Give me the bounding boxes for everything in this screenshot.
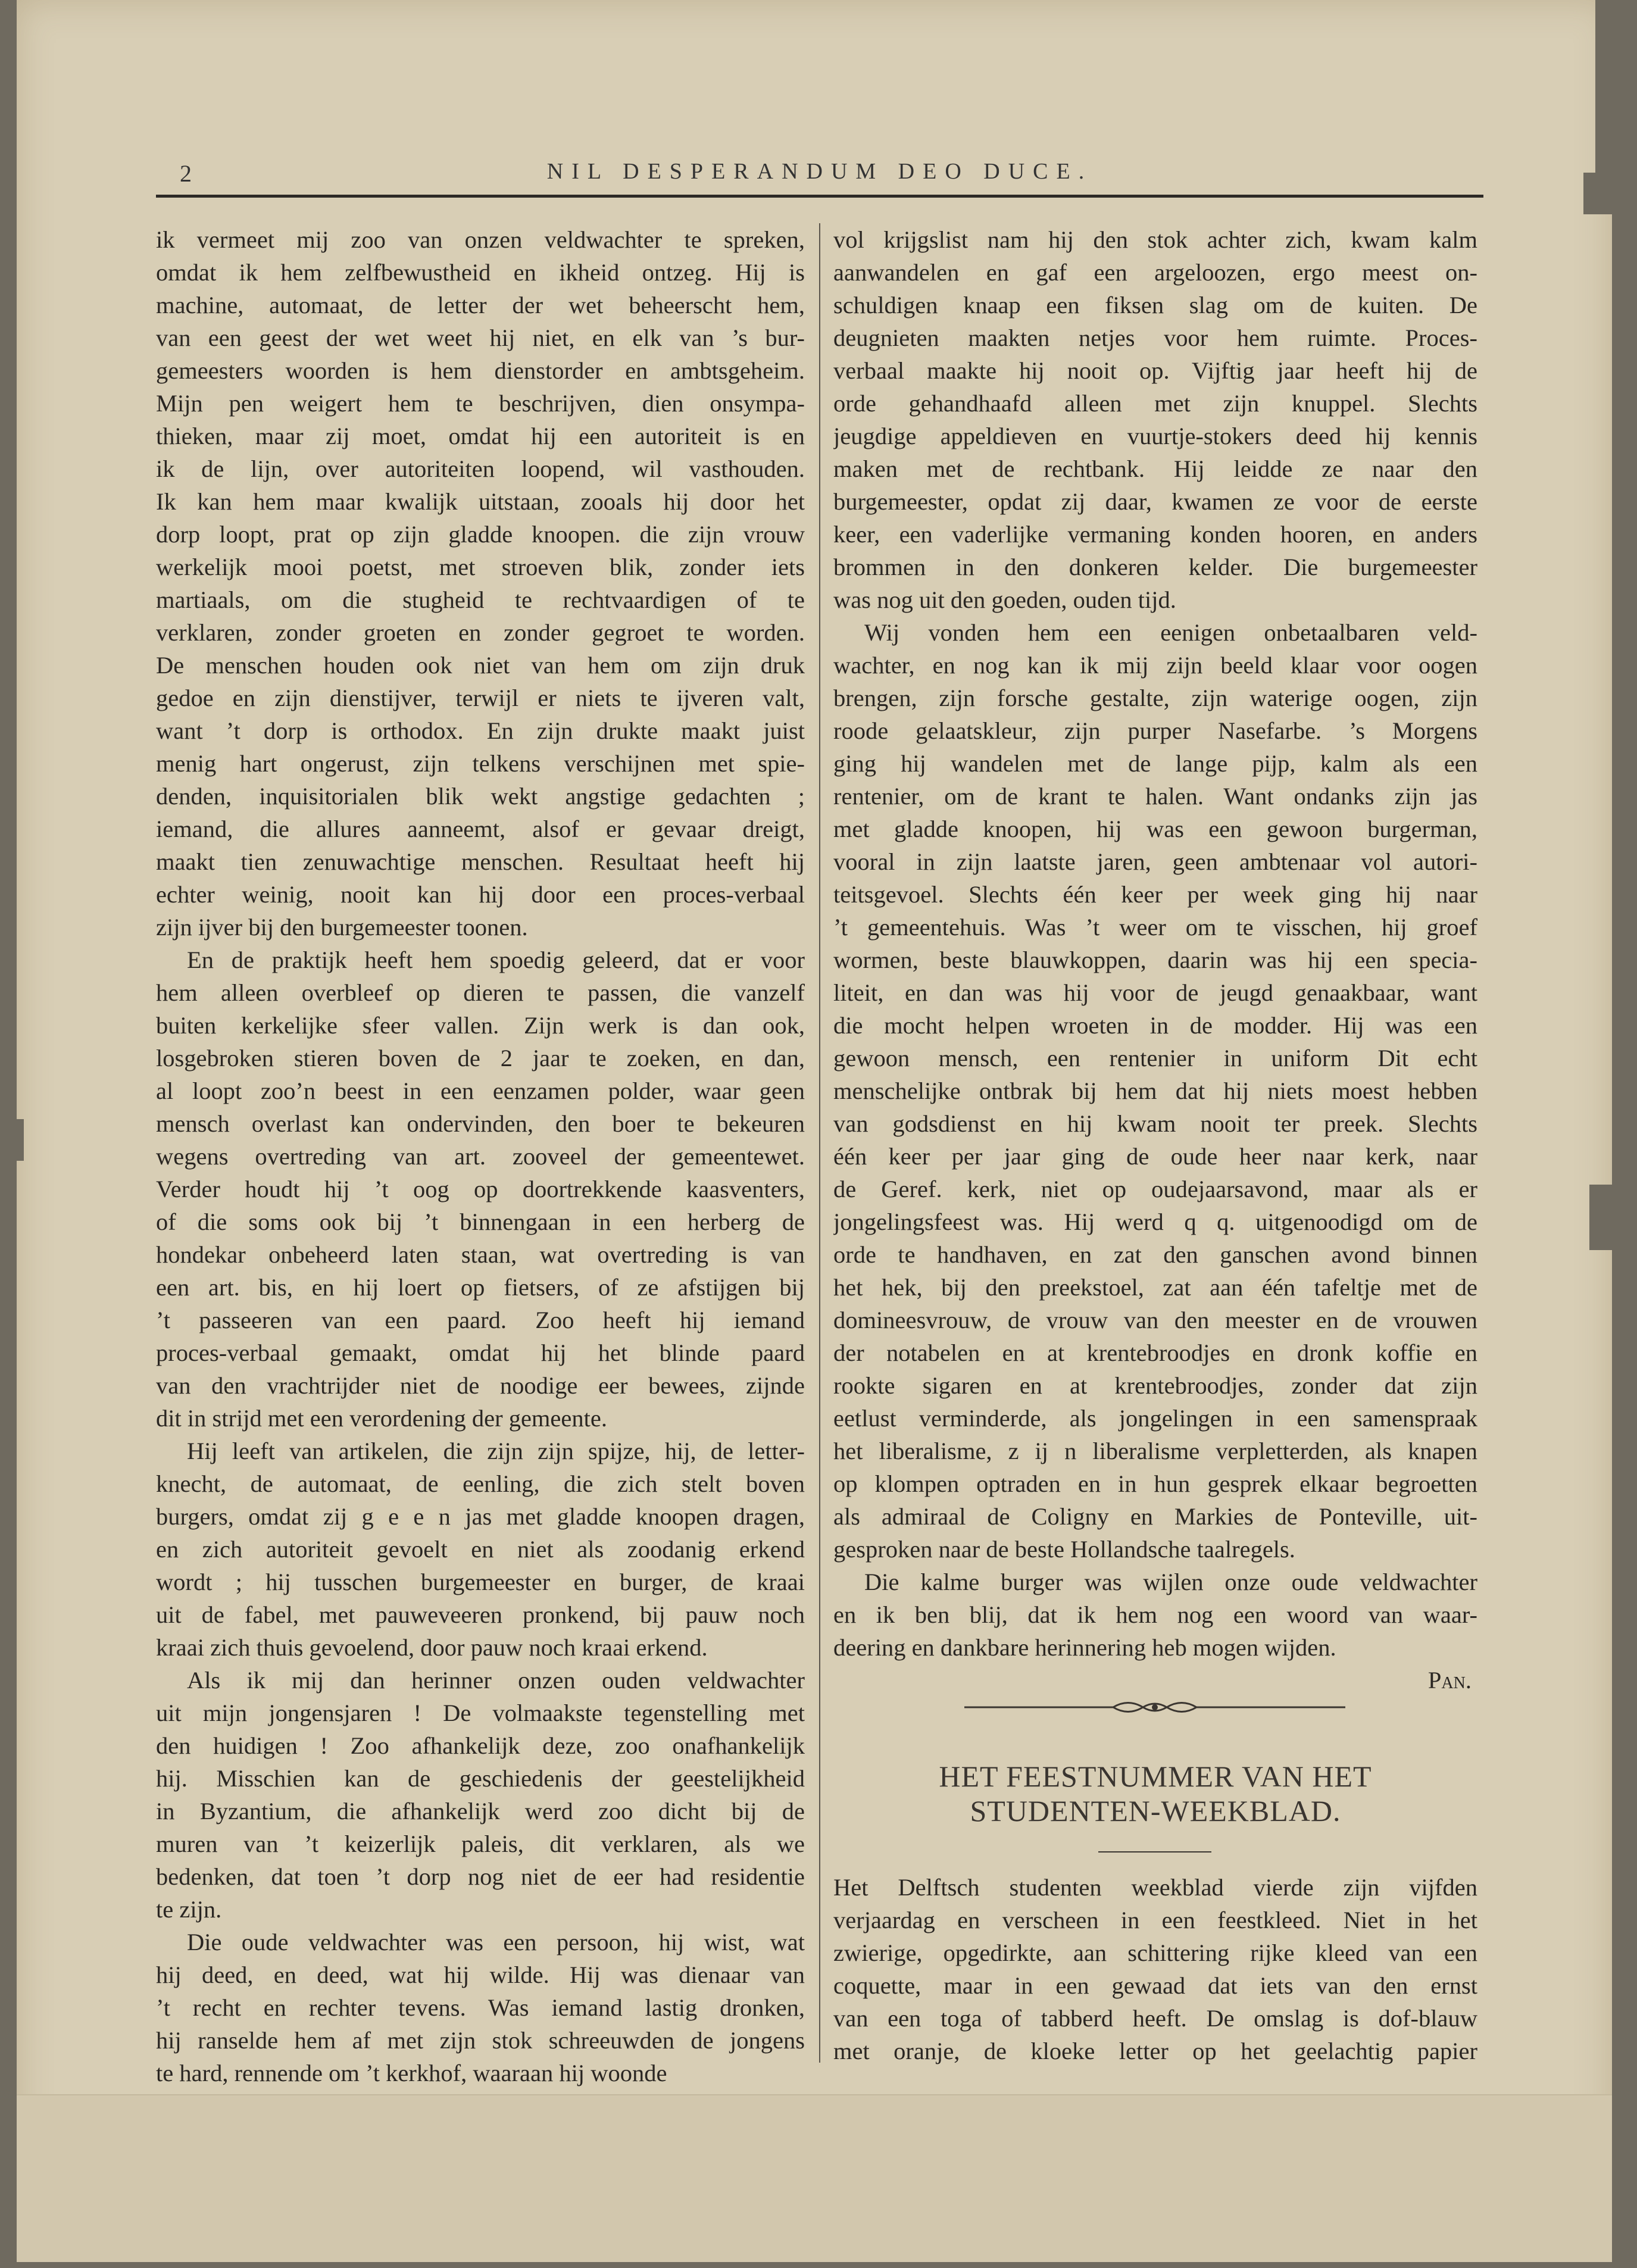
text-line: Verder houdt hij ’t oog op doortrekkende kaasventers, <box>156 1176 805 1202</box>
torn-edge <box>1589 1185 1637 1250</box>
running-title: NIL DESPERANDUM DEO DUCE. <box>546 159 1093 184</box>
article-title-line: STUDENTEN-WEEKBLAD. <box>970 1794 1341 1827</box>
text-line: al loopt zoo’n beest in een eenzamen polder, waar geen <box>156 1077 805 1104</box>
text-line: gewoon mensch, een rentenier in uniform Dit echt <box>833 1045 1477 1071</box>
column-divider <box>819 223 820 2063</box>
text-line: Hij leeft van artikelen, die zijn zijn spijze, hij, de letter- <box>187 1438 805 1464</box>
text-line: iemand, die allures aanneemt, alsof er gevaar dreigt, <box>156 816 805 842</box>
text-line: werkelijk mooi poetst, met stroeven blik, zonder iets <box>156 554 805 580</box>
text-line: van een geest der wet weet hij niet, en elk van ’s bur- <box>156 324 805 351</box>
text-line: bedenken, dat toen ’t dorp nog niet de eer had residentie <box>156 1863 805 1890</box>
text-line: coquette, maar in een gewaad dat iets van den ernst <box>833 1972 1477 1999</box>
text-line: was nog uit den goeden, ouden tijd. <box>833 586 1176 613</box>
text-line: brengen, zijn forsche gestalte, zijn waterige oogen, zijn <box>833 685 1477 711</box>
text-line: En de praktijk heeft hem spoedig geleerd, dat er voor <box>187 946 805 973</box>
text-line: rookte sigaren en at krentebroodjes, zonder dat zijn <box>833 1372 1477 1399</box>
text-line: kraai zich thuis gevoelend, door pauw noch kraai erkend. <box>156 1634 708 1661</box>
text-line: de Geref. kerk, niet op oudejaarsavond, maar als er <box>833 1176 1477 1202</box>
text-line: ik de lijn, over autoriteiten loopend, wil vasthouden. <box>156 455 805 482</box>
text-line: denden, inquisitorialen blik wekt angstige gedachten ; <box>156 783 805 810</box>
text-line: eetlust verminderde, als jongelingen in een samenspraak <box>833 1405 1477 1432</box>
page-header <box>156 154 1483 189</box>
text-line: deugnieten maakten netjes voor hem ruimte. Proces- <box>833 324 1477 351</box>
text-line: muren van ’t keizerlijk paleis, dit verklaren, als we <box>156 1830 805 1857</box>
text-line: in Byzantium, die afhankelijk werd zoo dicht bij de <box>156 1798 805 1825</box>
text-line: omdat ik hem zelfbewustheid en ikheid ontzeg. Hij is <box>156 259 805 286</box>
text-line: rentenier, om de krant te halen. Want ondanks zijn jas <box>833 783 1477 810</box>
text-line: zwierige, opgedirkte, aan schittering rijke kleed van een <box>833 1939 1477 1966</box>
text-line: dorp loopt, prat op zijn gladde knoopen. die zijn vrouw <box>156 521 805 548</box>
ornament-divider <box>964 1695 1345 1719</box>
text-line: thieken, maar zij moet, omdat hij een autoriteit is en <box>156 423 805 449</box>
page-number: 2 <box>180 160 192 187</box>
text-line: één keer per jaar ging de oude heer naar kerk, naar <box>833 1143 1477 1170</box>
text-line: verbaal maakte hij nooit op. Vijftig jaar heeft hij de <box>833 357 1477 384</box>
text-line: op klompen optraden en in hun gesprek elkaar begroetten <box>833 1470 1477 1497</box>
text-line: ’t recht en rechter tevens. Was iemand lastig dronken, <box>156 1994 805 2021</box>
text-line: ik vermeet mij zoo van onzen veldwachter te spreken, <box>156 226 805 253</box>
text-line: het liberalisme, z ij n liberalisme verpletterden, als knapen <box>833 1438 1477 1464</box>
text-line: van den vrachtrijder niet de noodige eer bewees, zijnde <box>156 1372 805 1399</box>
text-line: gemeesters woorden is hem dienstorder en ambtsgeheim. <box>156 357 805 384</box>
text-line: orde gehandhaafd alleen met zijn knuppel. Slechts <box>833 390 1477 417</box>
text-line: hij ranselde hem af met zijn stok schreeuwden de jongens <box>156 2027 805 2054</box>
text-line: uit de fabel, met pauweveeren pronkend, bij pauw noch <box>156 1601 805 1628</box>
text-line: ’t gemeentehuis. Was ’t weer om te visschen, hij groef <box>833 914 1477 941</box>
author-signature: Pan. <box>1427 1667 1472 1694</box>
text-line: aanwandelen en gaf een argeloozen, ergo meest on- <box>833 259 1477 286</box>
text-line: machine, automaat, de letter der wet beheerscht hem, <box>156 292 805 318</box>
text-line: van een toga of tabberd heeft. De omslag is dof-blauw <box>833 2005 1477 2032</box>
text-line: vooral in zijn laatste jaren, geen ambtenaar vol autori- <box>833 848 1477 875</box>
text-line: wordt ; hij tusschen burgemeester en burger, de kraai <box>156 1569 805 1595</box>
text-line: brommen in den donkeren kelder. Die burgemeester <box>833 554 1477 580</box>
article-body <box>833 1871 1477 2067</box>
text-line: schuldigen knaap een fiksen slag om de kuiten. De <box>833 292 1477 318</box>
text-line: buiten kerkelijke sfeer vallen. Zijn werk is dan ook, <box>156 1012 805 1039</box>
text-line: verjaardag en verscheen in een feestkleed. Niet in het <box>833 1907 1477 1933</box>
text-line: ging hij wandelen met de lange pijp, kalm als een <box>833 750 1477 777</box>
text-line: proces-verbaal gemaakt, omdat hij het blinde paard <box>156 1339 805 1366</box>
text-line: dit in strijd met een verordening der gemeente. <box>156 1405 607 1432</box>
text-line: want ’t dorp is orthodox. En zijn drukte maakt juist <box>156 717 805 744</box>
text-line: gedoe en zijn dienstijver, terwijl er niets te ijveren valt, <box>156 685 805 711</box>
text-line: wormen, beste blauwkoppen, daarin was hij een specia- <box>833 946 1477 973</box>
text-line: knecht, de automaat, de eenling, die zich stelt boven <box>156 1470 805 1497</box>
text-line: hem alleen overbleef op dieren te passen, die vanzelf <box>156 979 805 1006</box>
text-line: te zijn. <box>156 1896 222 1923</box>
text-line: en zich autoriteit gevoelt en niet als zoodanig erkend <box>156 1536 805 1563</box>
text-line: maakt tien zenuwachtige menschen. Resultaat heeft hij <box>156 848 805 875</box>
text-line: menschelijke ontbrak bij hem dat hij niets moest hebben <box>833 1077 1477 1104</box>
text-line: vol krijgslist nam hij den stok achter zich, kwam kalm <box>833 226 1477 253</box>
text-line: zijn ijver bij den burgemeester toonen. <box>156 914 528 941</box>
text-line: ’t passeeren van een paard. Zoo heeft hij iemand <box>156 1307 805 1333</box>
text-line: maken met de rechtbank. Hij leidde ze naar den <box>833 455 1477 482</box>
text-line: hij. Misschien kan de geschiedenis der geestelijkheid <box>156 1765 805 1792</box>
text-line: mensch overlast kan ondervinden, den boer te bekeuren <box>156 1110 805 1137</box>
text-line: wachter, en nog kan ik mij zijn beeld klaar voor oogen <box>833 652 1477 679</box>
text-line: liteit, en dan was hij voor de jeugd genaakbaar, want <box>833 979 1477 1006</box>
torn-edge <box>0 1119 24 1161</box>
text-line: Als ik mij dan herinner onzen ouden veldwachter <box>187 1667 805 1694</box>
text-line: Die oude veldwachter was een persoon, hij wist, wat <box>187 1929 805 1955</box>
torn-edge <box>1595 0 1637 179</box>
text-line: menig hart ongerust, zijn telkens verschijnen met spie- <box>156 750 805 777</box>
header-rule <box>156 195 1483 198</box>
text-line: roode gelaatskleur, zijn purper Nasefarbe. ’s Morgens <box>833 717 1477 744</box>
page-bottom-margin <box>17 2094 1612 2262</box>
article-title-line: HET FEESTNUMMER VAN HET <box>939 1760 1372 1793</box>
text-line: losgebroken stieren boven de 2 jaar te zoeken, en dan, <box>156 1045 805 1071</box>
text-line: Die kalme burger was wijlen onze oude veldwachter <box>864 1569 1477 1595</box>
text-line: uit mijn jongensjaren ! De volmaakste tegenstelling met <box>156 1700 805 1726</box>
text-line: met gladde knoopen, hij was een gewoon burgerman, <box>833 816 1477 842</box>
torn-edge <box>1583 173 1637 214</box>
text-line: hondekar onbeheerd laten staan, wat overtreding is van <box>156 1241 805 1268</box>
text-line: als admiraal de Coligny en Markies de Ponteville, uit- <box>833 1503 1477 1530</box>
text-line: verklaren, zonder groeten en zonder gegroet te worden. <box>156 619 805 646</box>
text-line: hij deed, en deed, wat hij wilde. Hij was dienaar van <box>156 1961 805 1988</box>
text-line: die mocht helpen wroeten in de modder. Hij was een <box>833 1012 1477 1039</box>
text-line: teitsgevoel. Slechts één keer per week ging hij naar <box>833 881 1477 908</box>
text-line: het hek, bij den preekstoel, zat aan één tafeltje met de <box>833 1274 1477 1301</box>
text-line: wegens overtreding van art. zooveel der gemeentewet. <box>156 1143 805 1170</box>
text-line: orde te handhaven, en zat den ganschen avond binnen <box>833 1241 1477 1268</box>
text-line: of die soms ook bij ’t binnengaan in een herberg de <box>156 1208 805 1235</box>
text-line: gesproken naar de beste Hollandsche taalregels. <box>833 1536 1295 1563</box>
text-line: Het Delftsch studenten weekblad vierde zijn vijfden <box>833 1874 1477 1901</box>
text-line: echter weinig, nooit kan hij door een proces-verbaal <box>156 881 805 908</box>
title-underline <box>1098 1851 1211 1852</box>
text-line: domineesvrouw, de vrouw van den meester en de vrouwen <box>833 1307 1477 1333</box>
left-column <box>156 223 805 2089</box>
text-line: burgers, omdat zij g e e n jas met gladde knoopen dragen, <box>156 1503 805 1530</box>
text-line: en ik ben blij, dat ik hem nog een woord van waar- <box>833 1601 1477 1628</box>
text-line: Ik kan hem maar kwalijk uitstaan, zooals hij door het <box>156 488 805 515</box>
right-column <box>833 223 1477 1697</box>
text-line: met oranje, de kloeke letter op het geelachtig papier <box>833 2038 1477 2064</box>
text-line: een art. bis, en hij loert op fietsers, of ze afstijgen bij <box>156 1274 805 1301</box>
text-line: Wij vonden hem een eenigen onbetaalbaren veld- <box>864 619 1477 646</box>
text-line: keer, een vaderlijke vermaning konden hooren, en anders <box>833 521 1477 548</box>
text-line: der notabelen en at krentebroodjes en dronk koffie en <box>833 1339 1477 1366</box>
text-line: den huidigen ! Zoo afhankelijk deze, zoo onafhankelijk <box>156 1732 805 1759</box>
text-line: deering en dankbare herinnering heb mogen wijden. <box>833 1634 1336 1661</box>
text-line: burgemeester, opdat zij daar, kwamen ze voor de eerste <box>833 488 1477 515</box>
text-line: te hard, rennende om ’t kerkhof, waaraan hij woonde <box>156 2060 667 2086</box>
text-line: jongelingsfeest was. Hij werd q q. uitgenoodigd om de <box>833 1208 1477 1235</box>
text-line: van godsdienst en hij kwam nooit ter preek. Slechts <box>833 1110 1477 1137</box>
article-title <box>833 1759 1477 1828</box>
text-line: Mijn pen weigert hem te beschrijven, dien onsympa- <box>156 390 805 417</box>
text-line: jeugdige appeldieven en vuurtje-stokers deed hij kennis <box>833 423 1477 449</box>
text-line: De menschen houden ook niet van hem om zijn druk <box>156 652 805 679</box>
text-line: martiaals, om die stugheid te rechtvaardigen of te <box>156 586 805 613</box>
